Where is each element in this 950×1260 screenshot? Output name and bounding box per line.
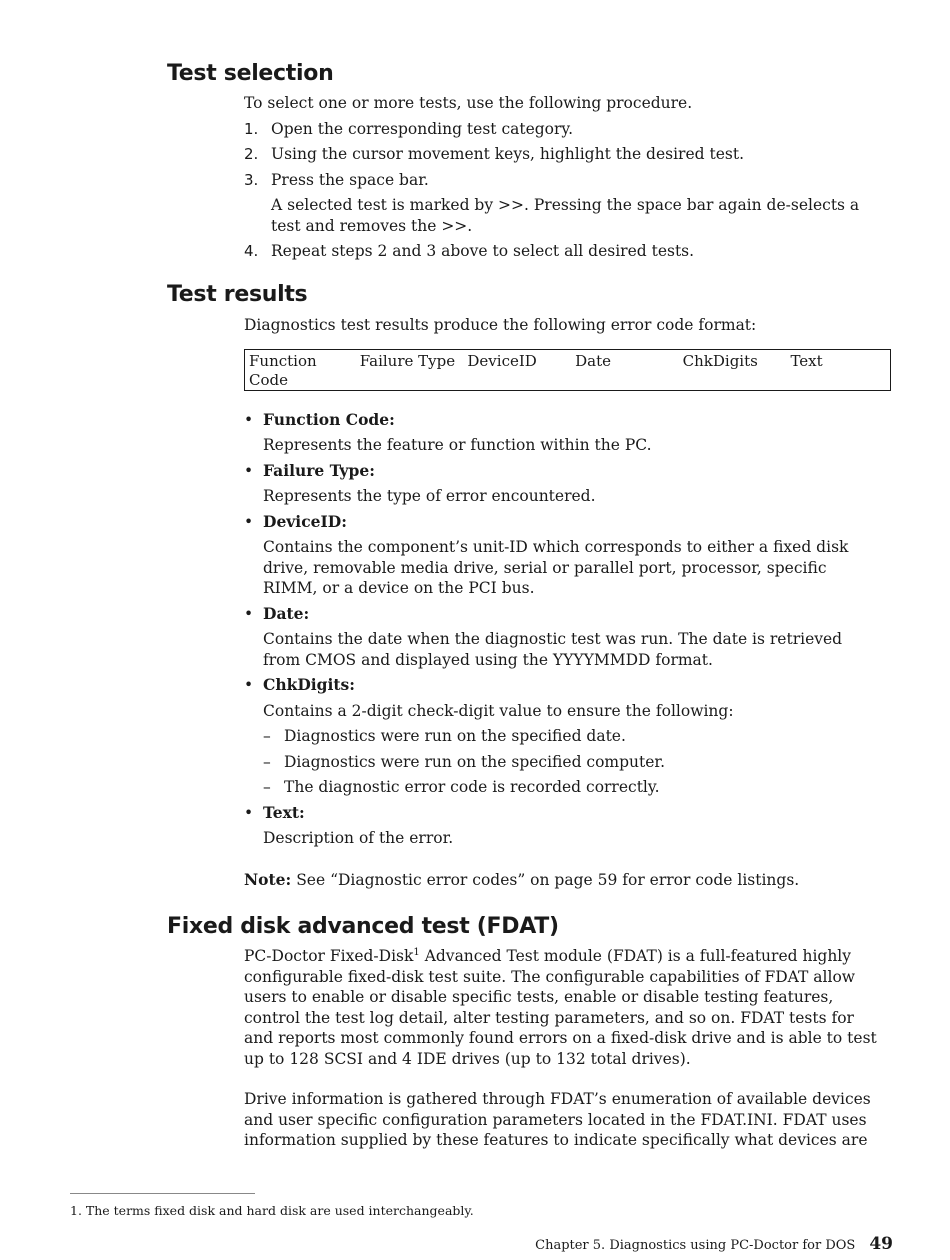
dash-icon: – — [263, 752, 271, 771]
chapter-title: Chapter 5. Diagnostics using PC-Doctor for DOS — [535, 1238, 856, 1253]
dash-icon: – — [263, 778, 271, 796]
field-term: DeviceID: — [263, 511, 347, 531]
list-item — [263, 777, 884, 798]
list-item — [244, 512, 884, 599]
chk-text: The diagnostic error code is recorded correctly. — [284, 778, 660, 796]
field-term: Text: — [263, 802, 305, 822]
test-results-intro: Diagnostics test results produce the following error code format: — [244, 316, 757, 334]
list-item — [244, 604, 884, 671]
step-item — [244, 170, 884, 237]
step-number: 3. — [244, 170, 259, 189]
test-selection-intro: To select one or more tests, use the following procedure. — [244, 94, 693, 112]
note — [244, 870, 884, 891]
bullet-icon: • — [244, 676, 254, 694]
field-description: Description of the error. — [263, 829, 454, 847]
step-subtext: A selected test is marked by >>. Pressing the space bar again de-selects a test and removes the >>. — [271, 196, 860, 235]
table-cell: Failure Type — [359, 351, 456, 370]
step-item — [244, 144, 884, 165]
step-item — [244, 119, 884, 140]
step-text: Using the cursor movement keys, highlight the desired test. — [271, 145, 744, 163]
bullet-icon: • — [244, 604, 254, 623]
bullet-icon: • — [244, 512, 254, 531]
list-item — [244, 410, 884, 456]
field-description: Represents the feature or function within the PC. — [263, 436, 652, 454]
footnote-ref[interactable]: 1 — [413, 946, 420, 958]
step-text: Open the corresponding test category. — [271, 119, 574, 138]
heading-test-selection: Test selection — [167, 61, 334, 86]
fdat-paragraph-1 — [244, 946, 884, 1069]
table-cell: Function Code — [249, 351, 317, 389]
fdat-para1-start: PC-Doctor Fixed-Disk — [244, 947, 414, 965]
chk-text: Diagnostics were run on the specified computer. — [284, 752, 666, 771]
bullet-icon: • — [244, 410, 254, 429]
list-item — [244, 803, 884, 849]
bullet-icon: • — [244, 461, 254, 480]
test-selection-body — [244, 93, 884, 262]
fdat-para1-rest: Advanced Test module (FDAT) is a full-featured highly configurable fixed-disk test suite. The configurable capabilities of FDAT allow users to enable or disable specific tests, enable or disable testing features, control the test log detail, alter testing parameters, and so on. FDAT tests for and reports most commonly found errors on a fixed-disk drive and is able to test up to 128 SCSI and 4 IDE drives (up to 132 total drives). — [244, 947, 877, 1068]
table-cell: ChkDigits — [682, 351, 758, 370]
table-cell: Date — [575, 351, 612, 370]
error-code-format-table — [244, 349, 891, 391]
field-description: Contains the date when the diagnostic test was run. The date is retrieved from CMOS and displayed using the YYYYMMDD format. — [263, 630, 843, 669]
list-item — [244, 675, 884, 798]
step-item — [244, 241, 884, 262]
field-description: Contains the component’s unit-ID which corresponds to either a fixed disk drive, removable media drive, serial or parallel port, processor, specific RIMM, or a device on the PCI bus. — [263, 538, 849, 597]
field-term: Date: — [263, 603, 310, 623]
step-text: Press the space bar. — [271, 170, 429, 189]
bullet-icon: • — [244, 803, 254, 822]
list-item — [263, 752, 884, 773]
table-cell: Text — [790, 351, 823, 370]
test-results-body — [244, 315, 884, 890]
footnote-divider — [70, 1193, 255, 1194]
table-cell: DeviceID — [467, 351, 537, 370]
step-number: 4. — [244, 242, 259, 260]
note-label: Note: — [244, 869, 292, 889]
step-text: Repeat steps 2 and 3 above to select all desired tests. — [271, 242, 695, 260]
chkdigits-list — [263, 726, 884, 798]
heading-fdat: Fixed disk advanced test (FDAT) — [167, 914, 559, 939]
fdat-body — [244, 946, 884, 1151]
fdat-paragraph-2: Drive information is gathered through FDAT’s enumeration of available devices and user specific configuration parameters located in the FDAT.INI. FDAT uses information supplied by these features to indicate specifically what devices are — [244, 1090, 871, 1149]
steps-list — [244, 119, 884, 262]
page-footer — [535, 1234, 893, 1254]
chk-text: Diagnostics were run on the specified date. — [284, 727, 626, 745]
field-description: Contains a 2-digit check-digit value to ensure the following: — [263, 701, 734, 720]
field-description: Represents the type of error encountered. — [263, 487, 596, 505]
list-item — [244, 461, 884, 507]
page-number: 49 — [869, 1234, 893, 1254]
table-row — [245, 349, 891, 390]
field-term: Function Code: — [263, 409, 395, 429]
heading-test-results: Test results — [167, 282, 308, 307]
note-text: See “Diagnostic error codes” on page 59 for error code listings. — [296, 870, 800, 889]
error-fields-list — [244, 410, 884, 849]
field-term: ChkDigits: — [263, 675, 356, 694]
field-term: Failure Type: — [263, 460, 375, 480]
dash-icon: – — [263, 727, 271, 745]
step-number: 2. — [244, 145, 259, 163]
footnote: 1. The terms fixed disk and hard disk are used interchangeably. — [70, 1203, 474, 1218]
list-item — [263, 726, 884, 747]
step-number: 1. — [244, 119, 259, 138]
